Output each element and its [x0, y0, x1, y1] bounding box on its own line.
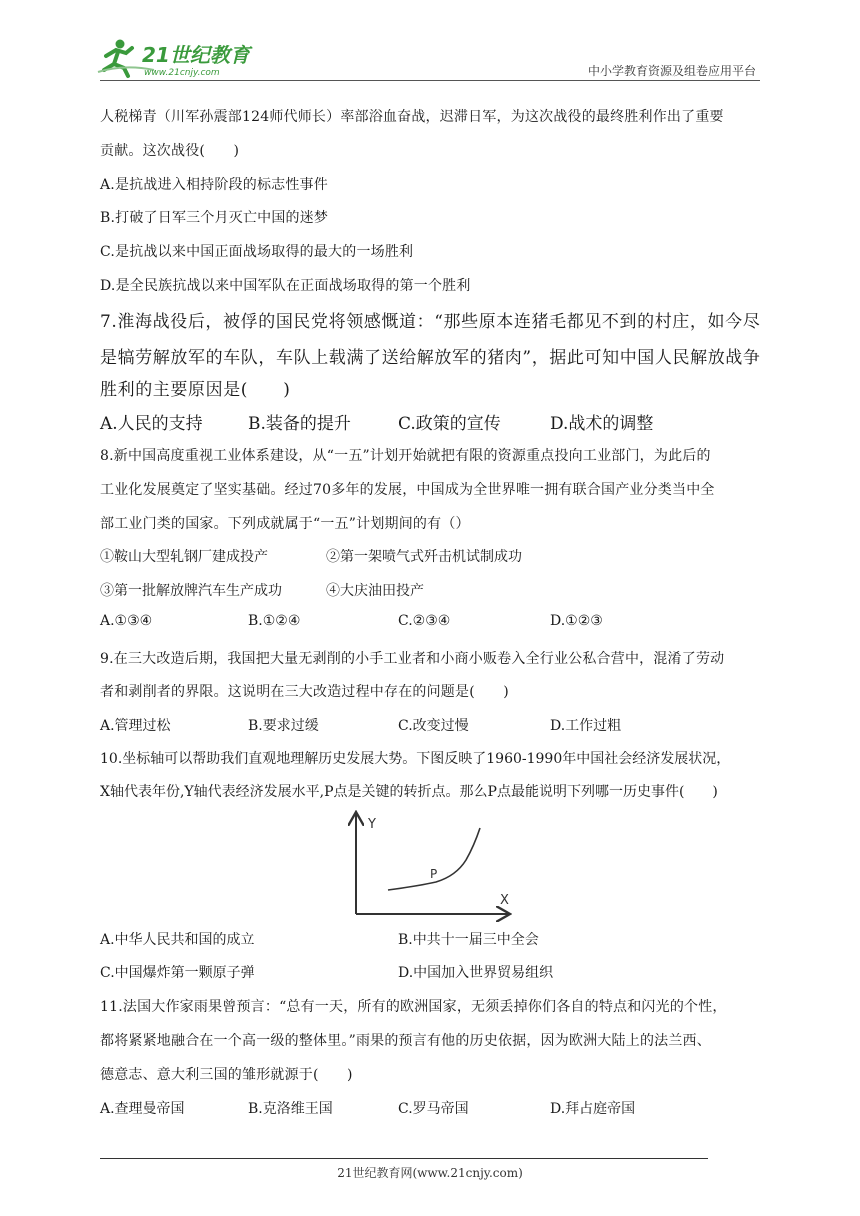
q10-option-b: B.中共十一届三中全会: [398, 932, 539, 948]
q8-item-3: ③第一批解放牌汽车生产成功: [100, 583, 282, 599]
q9-option-b: B.要求过缓: [248, 718, 319, 734]
q6-option-c: C.是抗战以来中国正面战场取得的最大的一场胜利: [100, 244, 414, 260]
q10-line-2: X轴代表年份,Y轴代表经济发展水平,P点是关键的转折点。那么P点最能说明下列哪一历史事件( ): [100, 784, 718, 800]
q7-line-2: 是犒劳解放军的车队，车队上载满了送给解放军的猪肉”，据此可知中国人民解放战争: [100, 348, 761, 368]
q8-item-4: ④大庆油田投产: [326, 583, 424, 599]
q8-line-2: 工业化发展奠定了坚实基础。经过70多年的发展，中国成为全世界唯一拥有联合国产业分类当中全: [100, 482, 715, 498]
q11-option-d: D.拜占庭帝国: [550, 1101, 636, 1117]
q9-line-2: 者和剥削者的界限。这说明在三大改造过程中存在的问题是( ): [100, 684, 509, 700]
q11-line-2: 都将紧紧地融合在一个高一级的整体里。”雨果的预言有他的历史依据，因为欧洲大陆上的法兰西、: [100, 1033, 711, 1049]
platform-name: 中小学教育资源及组卷应用平台: [587, 64, 756, 78]
q8-option-d: D.①②③: [550, 613, 603, 629]
turning-point-label: P: [430, 867, 438, 881]
q11-line-1: 11.法国大作家雨果曾预言：“总有一天，所有的欧洲国家，无须丢掉你们各自的特点和闪光的个性，: [100, 999, 727, 1015]
q11-option-b: B.克洛维王国: [248, 1101, 333, 1117]
q8-item-1: ①鞍山大型轧钢厂建成投产: [100, 549, 268, 565]
q6-line-2: 贡献。这次战役( ): [100, 143, 240, 159]
footer-divider: [100, 1158, 708, 1159]
y-axis-label: Y: [368, 817, 376, 832]
q7-option-c: C.政策的宣传: [398, 414, 501, 434]
q7-line-3: 胜利的主要原因是( ): [100, 380, 291, 400]
q7-option-b: B.装备的提升: [248, 414, 351, 434]
q10-option-a: A.中华人民共和国的成立: [100, 932, 255, 948]
q10-option-c: C.中国爆炸第一颗原子弹: [100, 965, 255, 981]
logo-text: 21世纪教育: [142, 43, 250, 67]
economic-development-graph: [348, 808, 518, 922]
q6-line-1: 人税梯青（川军孙震部124师代师长）率部浴血奋战，迟滞日军，为这次战役的最终胜利作出了重要: [100, 109, 724, 125]
q9-option-a: A.管理过松: [100, 718, 171, 734]
q10-line-1: 10.坐标轴可以帮助我们直观地理解历史发展大势。下图反映了1960-1990年中国社会经济发展状况，: [100, 751, 731, 767]
q9-option-c: C.改变过慢: [398, 718, 469, 734]
q8-item-2: ②第一架喷气式歼击机试制成功: [326, 549, 522, 565]
q8-line-3: 部工业门类的国家。下列成就属于“一五”计划期间的有（）: [100, 516, 470, 532]
q8-option-c: C.②③④: [398, 613, 451, 629]
x-axis-label: X: [500, 893, 509, 908]
q10-option-d: D.中国加入世界贸易组织: [398, 965, 554, 981]
q9-line-1: 9.在三大改造后期，我国把大量无剥削的小手工业者和小商小贩卷入全行业公私合营中，混淆了劳动: [100, 651, 725, 667]
q9-option-d: D.工作过粗: [550, 718, 622, 734]
q7-option-d: D.战术的调整: [550, 414, 654, 434]
q8-line-1: 8.新中国高度重视工业体系建设，从“一五”计划开始就把有限的资源重点投向工业部门，为此后的: [100, 448, 711, 464]
q6-option-d: D.是全民族抗战以来中国军队在正面战场取得的第一个胜利: [100, 278, 471, 294]
header-divider: [100, 80, 760, 81]
q7-option-a: A.人民的支持: [100, 414, 203, 434]
footer-link[interactable]: 21世纪教育网(www.21cnjy.com): [337, 1166, 523, 1180]
q8-option-b: B.①②④: [248, 613, 301, 629]
q6-option-a: A.是抗战进入相持阶段的标志性事件: [100, 177, 328, 193]
site-logo: [94, 36, 254, 80]
q6-option-b: B.打破了日军三个月灭亡中国的迷梦: [100, 210, 329, 226]
logo-url: www.21cnjy.com: [144, 68, 220, 78]
q11-option-a: A.查理曼帝国: [100, 1101, 185, 1117]
q7-line-1: 7.淮海战役后，被俘的国民党将领感慨道：“那些原本连猪毛都见不到的村庄，如今尽: [100, 312, 761, 332]
q11-line-3: 德意志、意大利三国的雏形就源于( ): [100, 1067, 353, 1083]
q8-option-a: A.①③④: [100, 613, 153, 629]
q11-option-c: C.罗马帝国: [398, 1101, 469, 1117]
